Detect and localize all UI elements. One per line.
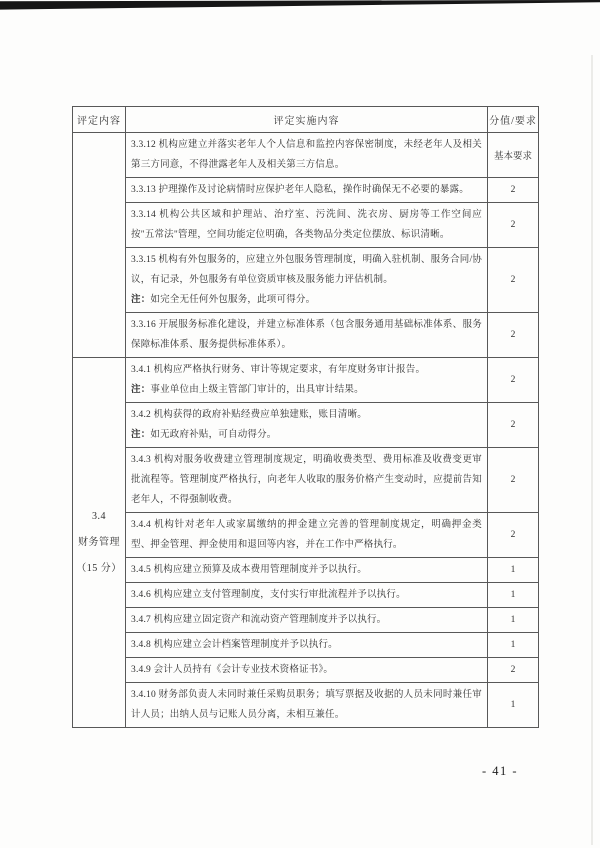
scan-artifact-right-line — [591, 55, 593, 845]
header-impl-content: 评定实施内容 — [126, 107, 488, 133]
criterion-text: 3.4.10 财务部负责人未同时兼任采购员职务；填写票据及收据的人员未同时兼任审计人员；出纳人员与记账人员分离，未相互兼任。 — [131, 690, 482, 720]
score-cell: 2 — [488, 358, 539, 403]
evaluation-table — [72, 106, 539, 728]
criterion-text: 3.4.8 机构应建立会计档案管理制度并予以执行。 — [131, 640, 338, 650]
criterion-cell — [126, 583, 488, 608]
criterion-text: 3.3.13 护理操作及讨论病情时应保护老年人隐私，操作时确保无不必要的暴露。 — [131, 185, 469, 195]
criterion-text: 3.4.4 机构针对老年人或家属缴纳的押金建立完善的管理制度规定，明确押金类型、押金管理、押金使用和退回等内容，并在工作中严格执行。 — [131, 520, 482, 550]
criterion-text: 3.4.5 机构应建立预算及成本费用管理制度并予以执行。 — [131, 565, 367, 575]
table-row — [73, 683, 539, 728]
criterion-text: 3.4.9 会计人员持有《会计专业技术资格证书》。 — [131, 665, 334, 675]
criterion-text: 3.4.6 机构应建立支付管理制度，支付实行审批流程并予以执行。 — [131, 590, 406, 600]
criterion-cell — [126, 608, 488, 633]
criterion-cell — [126, 203, 488, 248]
criterion-cell — [126, 658, 488, 683]
criterion-cell — [126, 448, 488, 513]
category-line: （15 分） — [76, 562, 122, 574]
criterion-cell — [126, 513, 488, 558]
criterion-note: 注：如完全无任何外包服务，此项可得分。 — [131, 295, 316, 305]
criterion-cell — [126, 178, 488, 203]
criterion-cell — [126, 358, 488, 403]
criterion-note: 注：如无政府补贴，可自动得分。 — [131, 430, 277, 440]
criterion-cell — [126, 248, 488, 313]
score-cell: 1 — [488, 583, 539, 608]
table-row — [73, 313, 539, 358]
table-row — [73, 513, 539, 558]
criterion-note: 注：事业单位由上级主管部门审计的，出具审计结果。 — [131, 385, 364, 395]
score-cell: 1 — [488, 608, 539, 633]
table-row — [73, 403, 539, 448]
table-row — [73, 608, 539, 633]
criterion-cell — [126, 133, 488, 178]
criterion-cell — [126, 633, 488, 658]
table-row — [73, 248, 539, 313]
score-cell: 2 — [488, 403, 539, 448]
table-row — [73, 658, 539, 683]
score-cell: 2 — [488, 248, 539, 313]
criterion-text: 3.3.15 机构有外包服务的，应建立外包服务管理制度，明确入驻机制、服务合同/协议，有记录，外包服务有单位资质审核及服务能力评估机制。 — [131, 255, 482, 285]
table-row — [73, 633, 539, 658]
score-cell: 2 — [488, 658, 539, 683]
criterion-text: 3.3.16 开展服务标准化建设，并建立标准体系（包含服务通用基础标准体系、服务保障标准体系、服务提供标准体系）。 — [131, 320, 482, 350]
criterion-text: 3.4.7 机构应建立固定资产和流动资产管理制度并予以执行。 — [131, 615, 387, 625]
score-cell: 2 — [488, 313, 539, 358]
score-cell: 1 — [488, 633, 539, 658]
scan-artifact-top-bar — [0, 0, 600, 10]
score-cell: 1 — [488, 558, 539, 583]
criterion-cell — [126, 558, 488, 583]
score-cell: 基本要求 — [488, 133, 539, 178]
criterion-text: 3.3.14 机构公共区域和护理站、治疗室、污洗间、洗衣房、厨房等工作空间应按"五常法"管理，空间功能定位明确，各类物品分类定位摆放、标识清晰。 — [131, 210, 482, 240]
criterion-text: 3.4.2 机构获得的政府补贴经费应单独建账，账目清晰。 — [131, 410, 367, 420]
table-row — [73, 583, 539, 608]
score-cell: 1 — [488, 683, 539, 728]
table-row — [73, 133, 539, 178]
criterion-cell — [126, 403, 488, 448]
table-row — [73, 203, 539, 248]
score-cell: 2 — [488, 513, 539, 558]
page-number: - 41 - — [482, 764, 519, 778]
table-row — [73, 448, 539, 513]
category-line: 3.4 — [92, 510, 106, 522]
criterion-text: 3.4.1 机构应严格执行财务、审计等规定要求，有年度财务审计报告。 — [131, 365, 426, 375]
score-cell: 2 — [488, 203, 539, 248]
score-cell: 2 — [488, 178, 539, 203]
table-row — [73, 558, 539, 583]
table-row — [73, 178, 539, 203]
table-header-row — [73, 107, 539, 133]
criterion-text: 3.4.3 机构对服务收费建立管理制度规定，明确收费类型、费用标准及收费变更审批流程等。管理制度严格执行，向老年人收取的服务价格产生变动时，应提前告知老年人，不得强制收费。 — [131, 455, 482, 505]
score-cell: 2 — [488, 448, 539, 513]
category-cell — [73, 133, 126, 358]
category-cell — [73, 358, 126, 728]
criterion-cell — [126, 683, 488, 728]
category-line: 财务管理 — [78, 536, 120, 548]
criterion-text: 3.3.12 机构应建立并落实老年人个人信息和监控内容保密制度，未经老年人及相关第三方同意，不得泄露老年人及相关第三方信息。 — [131, 140, 482, 170]
header-score-requirement: 分值/要求 — [488, 107, 539, 133]
table-row — [73, 358, 539, 403]
criterion-cell — [126, 313, 488, 358]
header-eval-content: 评定内容 — [73, 107, 126, 133]
